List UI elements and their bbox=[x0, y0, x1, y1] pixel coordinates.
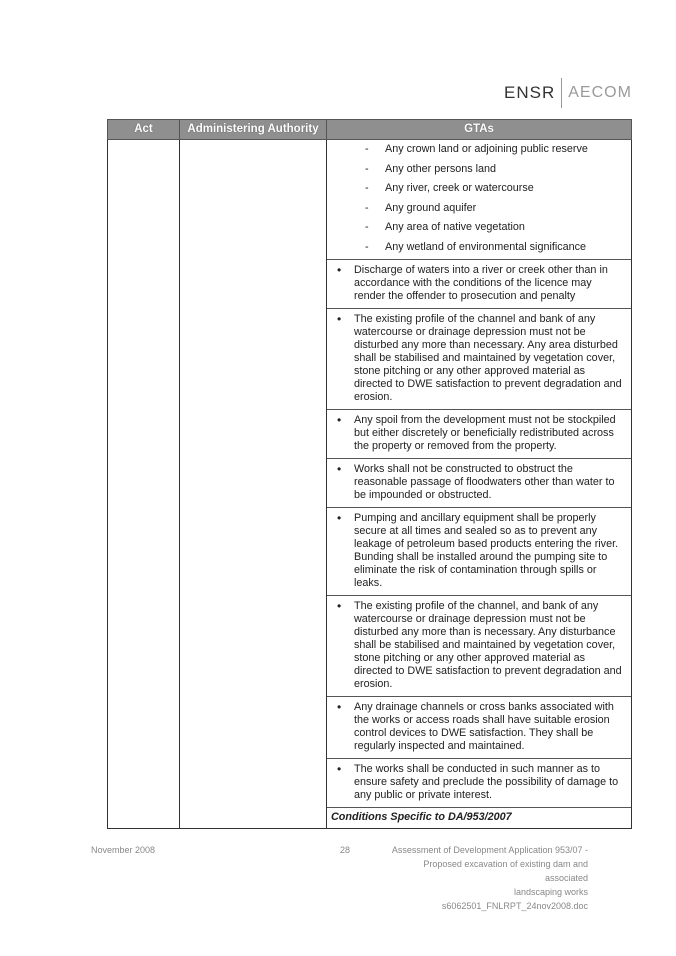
bullet-block bbox=[327, 596, 631, 697]
bullet-item: • The works shall be conducted in such manner as to ensure safety and preclude the possibility of damage to any public or private interest. bbox=[327, 763, 631, 802]
footer-date: November 2008 bbox=[91, 845, 156, 855]
bullet-block bbox=[327, 410, 631, 459]
logo-aecom: AECOM bbox=[568, 84, 632, 101]
footer-ref-line: s6062501_FNLRPT_24nov2008.doc bbox=[441, 901, 588, 911]
bullet-block bbox=[327, 759, 631, 807]
act-cell bbox=[108, 140, 180, 829]
bullet-item: • Works shall not be constructed to obstruct the reasonable passage of floodwaters other than water to be impounded or obstructed. bbox=[327, 463, 631, 502]
bullet-item: • Discharge of waters into a river or creek other than in accordance with the conditions of the licence may render the offender to prosecution and penalty bbox=[327, 264, 631, 303]
gta-table bbox=[107, 119, 632, 829]
footer-ref-line: landscaping works bbox=[513, 887, 588, 897]
bullet-item: • The existing profile of the channel, and bank of any watercourse or drainage depression must not be disturbed any more than is necessary. Any disturbance shall be stabilised and maintained by vegetation cover, stone pitching or any other approved material as directed to DWE satisfaction to prevent degradation and erosion. bbox=[327, 600, 631, 691]
bullet-item: • Pumping and ancillary equipment shall be properly secure at all times and sealed so as to prevent any leakage of petroleum based products entering the river. Bunding shall be installed around the pumping site to eliminate the risk of contamination through spills or leaks. bbox=[327, 512, 631, 590]
bullet-item: • Any spoil from the development must not be stockpiled but either discretely or beneficially redistributed across the property or removed from the property. bbox=[327, 414, 631, 453]
bullet-item: • The existing profile of the channel and bank of any watercourse or drainage depression must not be disturbed any more than necessary. Any area disturbed shall be stabilised and maintained by vegetation cover, stone pitching or any other approved material as directed to DWE satisfaction to prevent degradation and erosion. bbox=[327, 313, 631, 404]
header-administering-authority: Administering Authority bbox=[180, 120, 327, 140]
dash-list bbox=[327, 140, 631, 260]
footer-ref-line: Proposed excavation of existing dam and associated bbox=[423, 859, 588, 883]
company-logo bbox=[504, 78, 632, 108]
logo-ensr: ENSR bbox=[504, 83, 556, 102]
footer-reference bbox=[378, 843, 588, 913]
dash-item: - Any area of native vegetation bbox=[327, 221, 631, 234]
footer-page-number: 28 bbox=[340, 845, 351, 855]
dash-item: - Any ground aquifer bbox=[327, 202, 631, 215]
bullet-item: • Any drainage channels or cross banks associated with the works or access roads shall have suitable erosion control devices to DWE satisfaction. They shall be regularly inspected and maintained. bbox=[327, 701, 631, 753]
dash-item: - Any other persons land bbox=[327, 163, 631, 176]
bullet-block bbox=[327, 309, 631, 410]
header-gtas: GTAs bbox=[327, 120, 632, 140]
dash-item: - Any crown land or adjoining public reserve bbox=[327, 143, 631, 156]
dash-item: - Any wetland of environmental significance bbox=[327, 241, 631, 254]
bullet-block bbox=[327, 459, 631, 508]
conditions-heading: Conditions Specific to DA/953/2007 bbox=[327, 807, 631, 828]
dash-item: - Any river, creek or watercourse bbox=[327, 182, 631, 195]
header-act: Act bbox=[108, 120, 180, 140]
bullet-block bbox=[327, 260, 631, 309]
bullet-block bbox=[327, 508, 631, 596]
table-header-row bbox=[108, 120, 632, 140]
logo-divider bbox=[561, 78, 562, 108]
table-row bbox=[108, 140, 632, 829]
bullet-block bbox=[327, 697, 631, 759]
authority-cell bbox=[180, 140, 327, 829]
gtas-cell bbox=[327, 140, 632, 829]
footer-ref-line: Assessment of Development Application 953/07 - bbox=[391, 845, 588, 855]
